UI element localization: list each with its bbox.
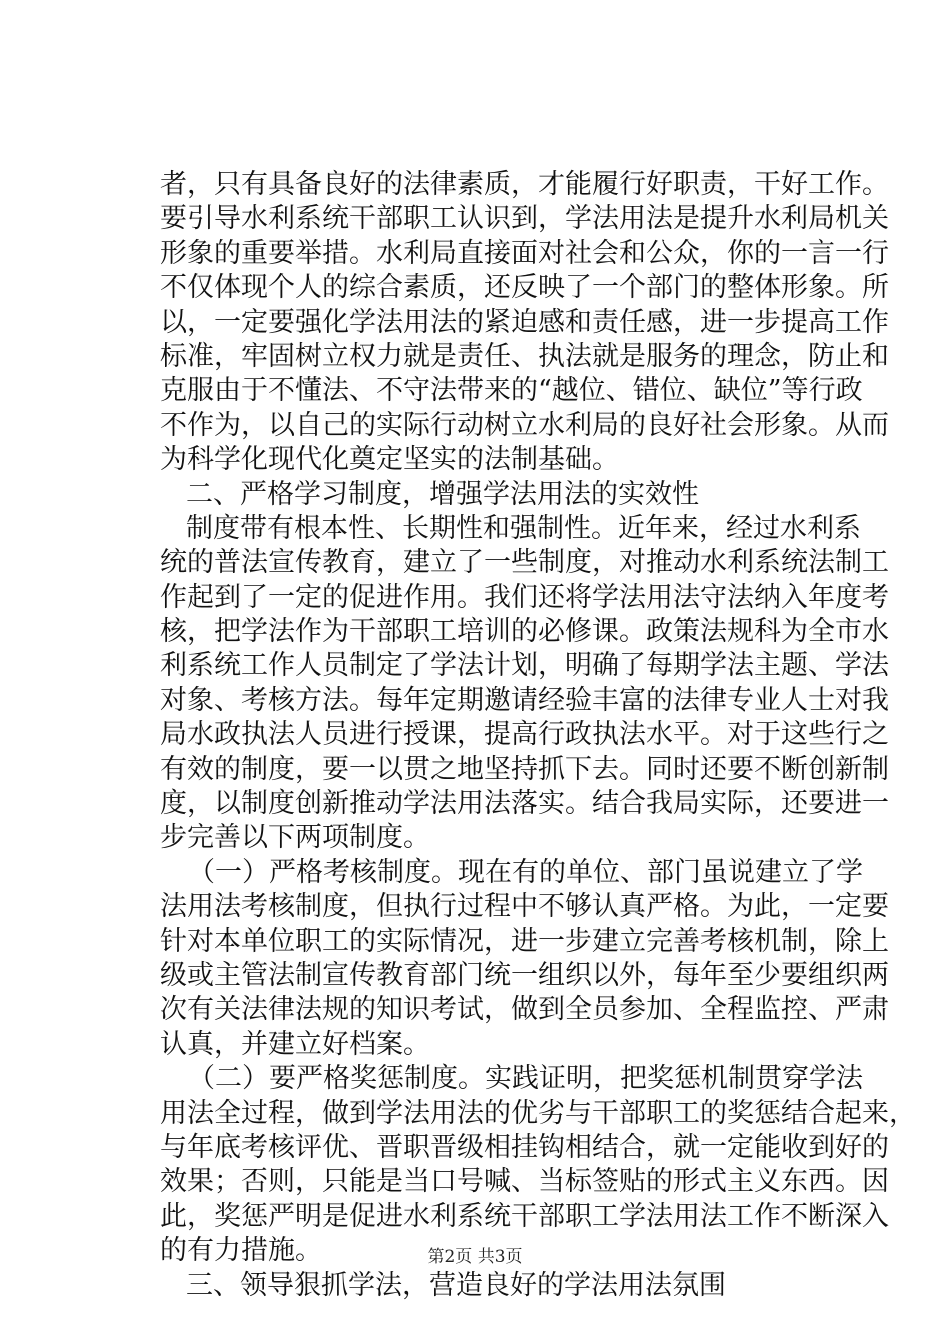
document-body: [160, 168, 916, 1303]
paragraph-line: 次有关法律法规的知识考试，做到全员参加、全程监控、严肃: [160, 994, 889, 1026]
paragraph-line: 对象、考核方法。每年定期邀请经验丰富的法律专业人士对我: [160, 684, 889, 716]
paragraph-line: 标准，牢固树立权力就是责任、执法就是服务的理念，防止和: [160, 340, 889, 372]
paragraph-line: 认真，并建立好档案。: [160, 1028, 430, 1060]
page-footer: 第2页 共3页: [427, 1247, 523, 1267]
paragraph-line: 针对本单位职工的实际情况，进一步建立完善考核机制，除上: [160, 925, 889, 957]
paragraph-line: 有效的制度，要一以贯之地坚持抓下去。同时还要不断创新制: [160, 753, 889, 785]
paragraph-line: 制度带有根本性、长期性和强制性。近年来，经过水利系: [186, 512, 861, 544]
paragraph-line: 者，只有具备良好的法律素质，才能履行好职责，干好工作。: [160, 169, 889, 200]
paragraph-line: 度，以制度创新推动学法用法落实。结合我局实际，还要进一: [160, 788, 889, 820]
paragraph-line: 不作为，以自己的实际行动树立水利局的良好社会形象。从而: [160, 409, 889, 441]
paragraph-line: 与年底考核评优、晋职晋级相挂钩相结合，就一定能收到好的: [160, 1131, 889, 1163]
paragraph-line: 局水政执法人员进行授课，提高行政执法水平。对于这些行之: [160, 719, 889, 751]
paragraph-line: 以，一定要强化学法用法的紧迫感和责任感，进一步提高工作: [160, 306, 889, 338]
paragraph-line: 此，奖惩严明是促进水利系统干部职工学法用法工作不断深入: [160, 1200, 889, 1232]
paragraph-line: 形象的重要举措。水利局直接面对社会和公众，你的一言一行: [160, 237, 889, 269]
subsection-line: （二）要严格奖惩制度。实践证明，把奖惩机制贯穿学法: [188, 1063, 863, 1095]
paragraph-line: 统的普法宣传教育，建立了一些制度，对推动水利系统法制工: [160, 547, 889, 579]
paragraph-line: 要引导水利系统干部职工认识到，学法用法是提升水利局机关: [160, 203, 889, 235]
paragraph-line: 不仅体现个人的综合素质，还反映了一个部门的整体形象。所: [160, 272, 889, 304]
paragraph-line: 用法全过程，做到学法用法的优劣与干部职工的奖惩结合起来，: [160, 1097, 916, 1129]
paragraph-line: 核，把学法作为干部职工培训的必修课。政策法规科为全市水: [160, 616, 889, 648]
paragraph-line: 作起到了一定的促进作用。我们还将学法用法守法纳入年度考: [160, 581, 889, 613]
paragraph-line: 的有力措施。: [160, 1235, 322, 1267]
paragraph-line: 克服由于不懂法、不守法带来的“越位、错位、缺位”等行政: [160, 375, 863, 407]
paragraph-line: 利系统工作人员制定了学法计划，明确了每期学法主题、学法: [160, 650, 889, 682]
paragraph-line: 为科学化现代化奠定坚实的法制基础。: [160, 444, 619, 476]
paragraph-line: 步完善以下两项制度。: [160, 822, 430, 854]
paragraph-line: 效果；否则，只能是当口号喊、当标签贴的形式主义东西。因: [160, 1166, 889, 1198]
section-heading: 三、领导狠抓学法，营造良好的学法用法氛围: [186, 1269, 726, 1301]
section-heading: 二、严格学习制度，增强学法用法的实效性: [186, 478, 699, 510]
paragraph-line: 法用法考核制度，但执行过程中不够认真严格。为此，一定要: [160, 891, 889, 923]
subsection-line: （一）严格考核制度。现在有的单位、部门虽说建立了学: [188, 856, 863, 888]
paragraph-line: 级或主管法制宣传教育部门统一组织以外，每年至少要组织两: [160, 959, 889, 991]
